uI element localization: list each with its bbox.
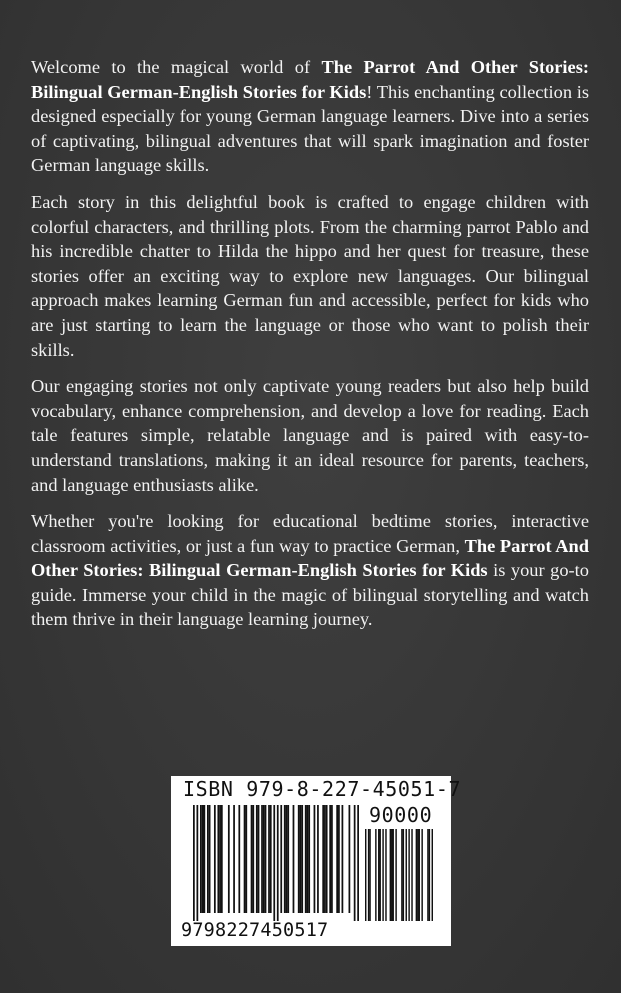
barcode-bar xyxy=(342,805,344,913)
ean13-bars xyxy=(193,805,359,921)
barcode-bar xyxy=(252,805,254,913)
barcode-bar xyxy=(329,805,331,913)
barcode-bar xyxy=(421,829,422,921)
barcode-bar xyxy=(214,805,216,913)
barcode-bar xyxy=(308,805,310,913)
blurb-p4-text-end: is your go-to guide. Immerse your child in the magic of bilingual storytelling and watch them thrive in their language learning journey. xyxy=(31,560,589,630)
barcode-bar xyxy=(301,805,303,913)
barcode-bar xyxy=(336,805,338,913)
barcode-bar xyxy=(273,805,275,921)
barcode-bar xyxy=(419,829,420,921)
barcode-bar xyxy=(286,805,288,913)
barcode-bar xyxy=(369,829,370,921)
barcode-bar xyxy=(331,805,333,913)
blurb-paragraph-3: Our engaging stories not only captivate young readers but also help build vocabulary, enhance comprehension, and develop a love for reading. Each tale features simple, relatable language and is paired with easy-to-understand translations, making it an ideal resource for parents, teachers, and language enthusiasts alike. xyxy=(31,376,589,495)
barcode-bar xyxy=(408,829,409,921)
barcode-bar xyxy=(298,805,300,913)
barcode-bar xyxy=(403,829,404,921)
barcode-bar xyxy=(417,829,418,921)
barcode-bar xyxy=(284,805,286,913)
barcode-bar xyxy=(217,805,219,913)
barcode-bar xyxy=(395,829,396,921)
barcode-bar xyxy=(244,805,246,913)
isbn-label: ISBN 979-8-227-45051-7 xyxy=(183,777,462,801)
barcode-bar xyxy=(193,805,195,921)
price-code: 90000 xyxy=(369,803,433,827)
blurb-paragraph-1 xyxy=(31,55,589,178)
barcode-bar xyxy=(268,805,270,913)
barcode-bar xyxy=(209,805,211,913)
blurb-p1-text-start: Welcome to the magical world of xyxy=(31,57,322,77)
barcode-bar xyxy=(228,805,230,913)
barcode-bar xyxy=(219,805,221,913)
barcode-bar xyxy=(280,805,282,913)
blurb-p4-text-start: Whether you're looking for educational bedtime stories, interactive classroom activities, or just a fun way to practice German, xyxy=(31,511,589,556)
barcode-bar xyxy=(338,805,340,913)
barcode-bar xyxy=(365,829,366,921)
barcode-bar xyxy=(258,805,260,913)
barcode-bar xyxy=(382,829,383,921)
barcode-bar xyxy=(427,829,428,921)
barcode-bar xyxy=(277,805,279,921)
barcode-bar xyxy=(300,805,302,913)
barcode-bar xyxy=(238,805,240,913)
barcode-bar xyxy=(233,805,235,913)
barcode-bar xyxy=(406,829,407,921)
barcode-bar xyxy=(354,805,356,921)
barcode-bar xyxy=(207,805,209,913)
barcode-bar xyxy=(305,805,307,913)
barcode-bar xyxy=(378,829,379,921)
barcode-bar xyxy=(265,805,267,913)
barcode-bar xyxy=(411,829,412,921)
barcode-bar xyxy=(324,805,326,913)
isbn-barcode xyxy=(171,776,462,946)
blurb-paragraph-2: Each story in this delightful book is crafted to engage children with colorful characters, and thrilling plots. From the charming parrot Pablo and his incredible chatter to Hilda the hippo and her quest for treasure, these stories offer an exciting way to explore new languages. Our bilingual approach makes learning German fun and accessible, perfect for kids who are just starting to learn the language or those who want to polish their skills. xyxy=(31,191,589,360)
barcode-bar xyxy=(293,805,295,913)
barcode-bar xyxy=(368,829,369,921)
barcode-bar xyxy=(261,805,263,913)
barcode-bar xyxy=(390,829,391,921)
addon-bars xyxy=(365,829,433,921)
barcode-bar xyxy=(322,805,324,913)
barcode-bar xyxy=(196,805,198,921)
book-title-bold-repeat: The Parrot And Other Stories: Bilingual German-English Stories for Kids xyxy=(31,535,589,581)
barcode-bar xyxy=(245,805,247,913)
barcode-bar xyxy=(251,805,253,913)
barcode-bar xyxy=(287,805,289,913)
back-cover-blurb xyxy=(31,55,589,644)
barcode-bar xyxy=(379,829,380,921)
barcode-bar xyxy=(202,805,204,913)
ean-digits: 9798227450517 xyxy=(181,920,329,941)
barcode-bar xyxy=(391,829,392,921)
barcode-bar xyxy=(392,829,393,921)
barcode-bar xyxy=(385,829,386,921)
blurb-paragraph-4 xyxy=(31,509,589,632)
barcode-bar xyxy=(307,805,309,913)
barcode-bar xyxy=(314,805,316,913)
blurb-p1-text-end: ! This enchanting collection is designed especially for young German language learners. Dive into a series of captivating, bilingual adventures that will spark imagination and foster German language skills. xyxy=(31,81,590,176)
barcode-bar xyxy=(200,805,202,913)
barcode-bar xyxy=(349,805,351,913)
barcode-bar xyxy=(401,829,402,921)
barcode-bar xyxy=(203,805,205,913)
barcode-bar xyxy=(256,805,258,913)
book-title-bold: The Parrot And Other Stories: Bilingual German-English Stories for Kids xyxy=(31,57,589,102)
barcode-bar xyxy=(357,805,359,921)
barcode-bar xyxy=(432,829,433,921)
barcode-bar xyxy=(326,805,328,913)
barcode-bar xyxy=(263,805,265,913)
barcode-bar xyxy=(317,805,319,913)
barcode-bar xyxy=(270,805,272,913)
barcode-bar xyxy=(375,829,376,921)
barcode-bar xyxy=(221,805,223,913)
barcode-bar xyxy=(416,829,417,921)
barcode-bar xyxy=(429,829,430,921)
